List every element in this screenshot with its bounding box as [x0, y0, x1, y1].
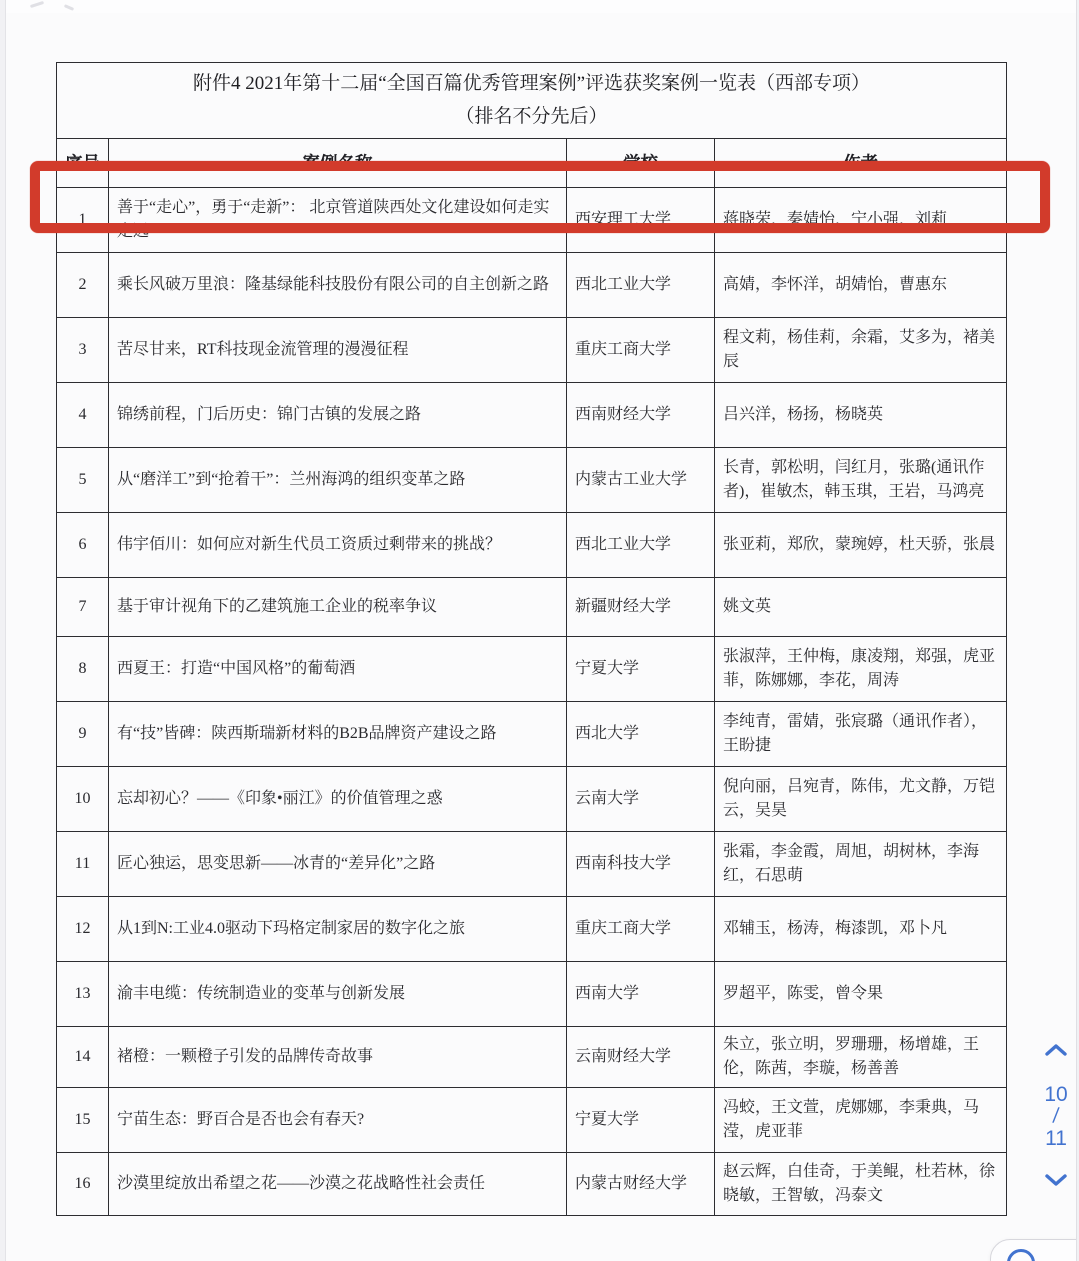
row-number: 4: [57, 382, 109, 447]
table-row: [57, 1087, 1007, 1152]
row-authors: 张霜，李金霞，周旭，胡树林，李海红，石思萌: [715, 831, 1007, 896]
chevron-down-icon: [1043, 1172, 1069, 1188]
row-number: 15: [57, 1087, 109, 1152]
award-table: [56, 62, 1007, 1216]
column-header-case: 案例名称: [109, 138, 567, 187]
row-authors: 赵云辉，白佳奇，于美鲲，杜若林，徐晓敏，王智敏，冯泰文: [715, 1152, 1007, 1215]
table-title-row: [57, 63, 1007, 139]
row-authors: 长青，郭松明，闫红月，张璐(通讯作者)，崔敏杰，韩玉琪，王岩，马鸿亮: [715, 447, 1007, 512]
row-school: 西南大学: [567, 961, 715, 1026]
row-school: 新疆财经大学: [567, 577, 715, 636]
page-top-margin: [6, 0, 1076, 13]
column-header-no: 序号: [57, 138, 109, 187]
row-authors: 倪向丽，吕宛青，陈伟，尤文静，万铠云，吴昊: [715, 766, 1007, 831]
row-number: 16: [57, 1152, 109, 1215]
table-row: [57, 317, 1007, 382]
row-number: 10: [57, 766, 109, 831]
row-school: 云南大学: [567, 766, 715, 831]
row-case-name: 锦绣前程，门后历史：锦门古镇的发展之路: [109, 382, 567, 447]
document-page: [5, 0, 1077, 1261]
row-school: 西安理工大学: [567, 187, 715, 252]
page-separator: /: [1051, 1104, 1061, 1129]
row-number: 12: [57, 896, 109, 961]
row-case-name: 匠心独运，思变思新——冰青的“差异化”之路: [109, 831, 567, 896]
table-row: [57, 382, 1007, 447]
current-page: 10: [1044, 1083, 1068, 1106]
row-school: 云南财经大学: [567, 1026, 715, 1087]
table-row: [57, 831, 1007, 896]
title-line-1: 附件4 2021年第十二届“全国百篇优秀管理案例”评选获奖案例一览表（西部专项）: [192, 73, 871, 94]
table-row: [57, 701, 1007, 766]
row-number: 1: [57, 187, 109, 252]
row-school: 西北工业大学: [567, 512, 715, 577]
row-case-name: 苦尽甘来，RT科技现金流管理的漫漫征程: [109, 317, 567, 382]
row-school: 内蒙古财经大学: [567, 1152, 715, 1215]
total-pages: 11: [1045, 1126, 1067, 1150]
row-authors: 李纯青，雷婧，张宸璐（通讯作者），王盼捷: [715, 701, 1007, 766]
table-row-highlighted: [57, 187, 1007, 252]
row-case-name: 基于审计视角下的乙建筑施工企业的税率争议: [109, 577, 567, 636]
row-case-name: 乘长风破万里浪：隆基绿能科技股份有限公司的自主创新之路: [109, 252, 567, 317]
chevron-up-icon: [1043, 1042, 1069, 1058]
row-authors: 朱立，张立明，罗珊珊，杨增雄，王伦，陈茜，李璇，杨善善: [715, 1026, 1007, 1087]
row-school: 西北工业大学: [567, 252, 715, 317]
page-up-button[interactable]: [1043, 1042, 1069, 1058]
row-school: 西南科技大学: [567, 831, 715, 896]
title-line-2: （排名不分先后）: [455, 106, 608, 128]
row-school: 宁夏大学: [567, 636, 715, 701]
row-number: 9: [57, 701, 109, 766]
row-number: 11: [57, 831, 109, 896]
row-school: 内蒙古工业大学: [567, 447, 715, 512]
table-row: [57, 252, 1007, 317]
column-header-school: 学校: [567, 138, 715, 187]
row-number: 5: [57, 447, 109, 512]
row-school: 重庆工商大学: [567, 896, 715, 961]
row-case-name: 宁苗生态：野百合是否也会有春天?: [109, 1087, 567, 1152]
row-case-name: 从“磨洋工”到“抢着干”：兰州海鸿的组织变革之路: [109, 447, 567, 512]
table-row: [57, 577, 1007, 636]
row-number: 7: [57, 577, 109, 636]
row-case-name: 有“技”皆碑：陕西斯瑞新材料的B2B品牌资产建设之路: [109, 701, 567, 766]
row-authors: 罗超平，陈雯，曾令果: [715, 961, 1007, 1026]
table-row: [57, 447, 1007, 512]
table-row: [57, 636, 1007, 701]
row-authors: 张淑萍，王仲梅，康凌翔，郑强，虎亚菲，陈娜娜，李花，周涛: [715, 636, 1007, 701]
page-down-button[interactable]: [1043, 1172, 1069, 1188]
table-title: [57, 63, 1007, 139]
row-number: 13: [57, 961, 109, 1026]
page-navigator: [1034, 1042, 1077, 1188]
row-authors: 姚文英: [715, 577, 1007, 636]
table-row: [57, 961, 1007, 1026]
row-case-name: 伟宇佰川：如何应对新生代员工资质过剩带来的挑战？: [109, 512, 567, 577]
row-authors: 邓辅玉，杨涛，梅漆凯，邓卜凡: [715, 896, 1007, 961]
row-case-name: 西夏王：打造“中国风格”的葡萄酒: [109, 636, 567, 701]
row-school: 西北大学: [567, 701, 715, 766]
row-number: 6: [57, 512, 109, 577]
column-header-authors: 作者: [715, 138, 1007, 187]
row-authors: 张亚莉，郑欣，蒙琬婷，杜天骄，张晨: [715, 512, 1007, 577]
table-header-row: [57, 138, 1007, 187]
row-case-name: 褚橙：一颗橙子引发的品牌传奇故事: [109, 1026, 567, 1087]
row-authors: 吕兴洋，杨扬，杨晓英: [715, 382, 1007, 447]
row-case-name: 善于“走心”，勇于“走新”： 北京管道陕西处文化建设如何走实走远: [109, 187, 567, 252]
row-school: 西南财经大学: [567, 382, 715, 447]
floating-toolbar[interactable]: [990, 1239, 1077, 1261]
row-authors: 高婧，李怀洋，胡婧怡，曹惠东: [715, 252, 1007, 317]
row-number: 14: [57, 1026, 109, 1087]
row-number: 2: [57, 252, 109, 317]
table-row: [57, 1026, 1007, 1087]
page-indicator[interactable]: [1044, 1084, 1067, 1150]
table-body: [57, 187, 1007, 1215]
row-school: 宁夏大学: [567, 1087, 715, 1152]
row-number: 3: [57, 317, 109, 382]
row-authors: 蒋晓荣，秦婧怡，宁小强，刘莉: [715, 187, 1007, 252]
table-row: [57, 512, 1007, 577]
row-number: 8: [57, 636, 109, 701]
row-authors: 冯蛟，王文萱，虎娜娜，李秉典，马滢，虎亚菲: [715, 1087, 1007, 1152]
circle-icon: [1007, 1249, 1035, 1261]
row-school: 重庆工商大学: [567, 317, 715, 382]
table-row: [57, 896, 1007, 961]
row-case-name: 忘却初心？——《印象•丽江》的价值管理之惑: [109, 766, 567, 831]
table-row: [57, 766, 1007, 831]
row-case-name: 渝丰电缆：传统制造业的变革与创新发展: [109, 961, 567, 1026]
table-row: [57, 1152, 1007, 1215]
row-authors: 程文莉，杨佳莉，余霜，艾多为，褚美辰: [715, 317, 1007, 382]
row-case-name: 沙漠里绽放出希望之花——沙漠之花战略性社会责任: [109, 1152, 567, 1215]
row-case-name: 从1到N:工业4.0驱动下玛格定制家居的数字化之旅: [109, 896, 567, 961]
